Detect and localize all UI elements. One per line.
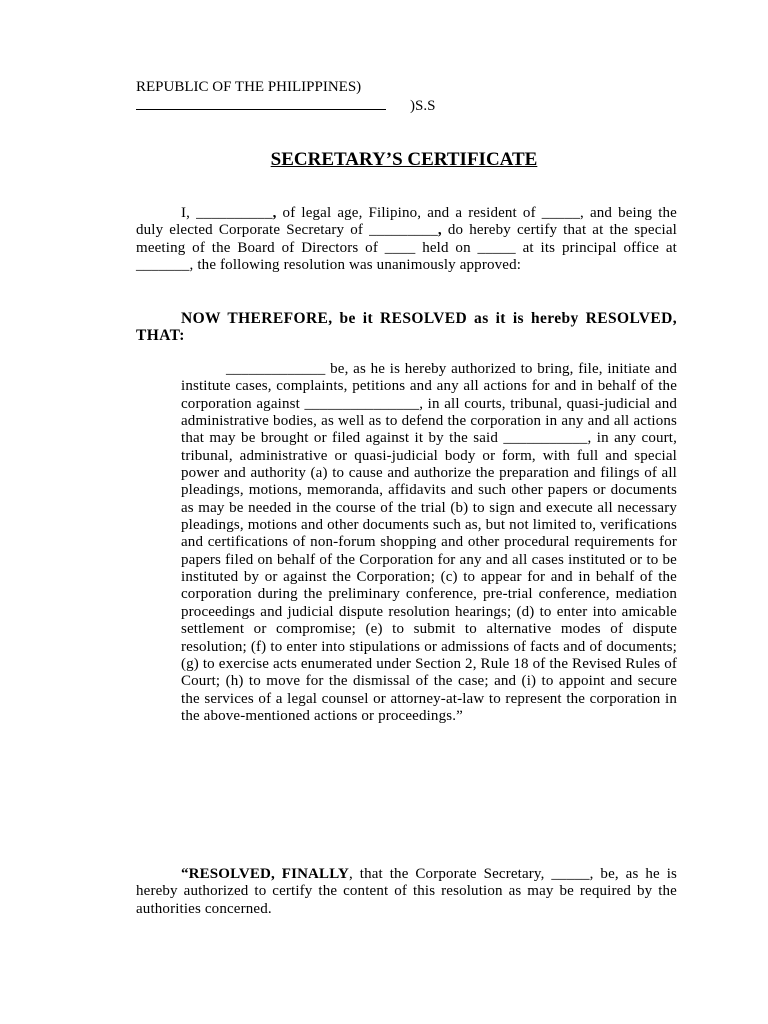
final-resolution-paragraph xyxy=(136,866,677,918)
intro-text-a: I, __________ xyxy=(181,205,273,221)
intro-paragraph xyxy=(136,205,677,275)
resolved-heading: NOW THEREFORE, be it RESOLVED as it is hereby RESOLVED, THAT: xyxy=(136,310,677,345)
intro-text-c-bold-comma: , xyxy=(437,222,442,239)
ss-suffix: )S.S xyxy=(410,98,436,114)
venue-caption-line: REPUBLIC OF THE PHILIPPINES) xyxy=(136,79,362,95)
blank-line xyxy=(136,97,386,110)
venue-caption-blank-line xyxy=(136,97,435,115)
resolution-body: _____________ be, as he is hereby authorized to bring, file, initiate and institute cases, complaints, petitions and any all actions for and in behalf of the corporation against _______________, in all courts, tribunal, quasi-judicial and administrative bodies, as well as to defend the corporation in any and all actions that may be brought or filed against it by the said ___________, in any court, tribunal, administrative or quasi-judicial body or form, with full and special power and authority (a) to cause and authorize the preparation and filings of all pleadings, motions, memoranda, affidavits and such other papers or documents as may be needed in the course of the trial (b) to sign and execute all necessary pleadings, motions and other documents such as, but not limited to, verifications and certifications of non-forum shopping and other procedural requirements for papers filed on behalf of the Corporation for any and all cases instituted or to be instituted by or against the Corporation; (c) to appear for and in behalf of the corporation during the preliminary conference, pre-trial conference, mediation proceedings and judicial dispute resolution hearings; (d) to enter into amicable settlement or compromise; (e) to submit to alternative modes of dispute resolution; (f) to enter into stipulations or admissions of facts and of documents; (g) to exercise acts enumerated under Section 2, Rule 18 of the Revised Rules of Court; (h) to move for the dismissal of the case; and (i) to appoint and secure the services of a legal counsel or attorney-at-law to represent the corporation in the above-mentioned actions or proceedings.” xyxy=(181,361,677,724)
intro-text-c: do hereby certify that at the special meeting of the Board of Directors of ____ held on _____ at its principal office at _______, the following resolution was unanimously approved: xyxy=(136,222,677,274)
final-text: , that the Corporate Secretary, _____, be, as he is hereby authorized to certify the content of this resolution as may be required by the authorities concerned. xyxy=(136,866,677,917)
intro-text-b: of legal age, Filipino, and a resident of _____, and being the duly elected Corporate Secretary of _________ xyxy=(136,205,677,239)
final-bold-lead: “RESOLVED, FINALLY xyxy=(181,866,349,882)
document-title: SECRETARY’S CERTIFICATE xyxy=(270,149,538,170)
intro-text-b-bold-comma: , xyxy=(272,205,277,221)
